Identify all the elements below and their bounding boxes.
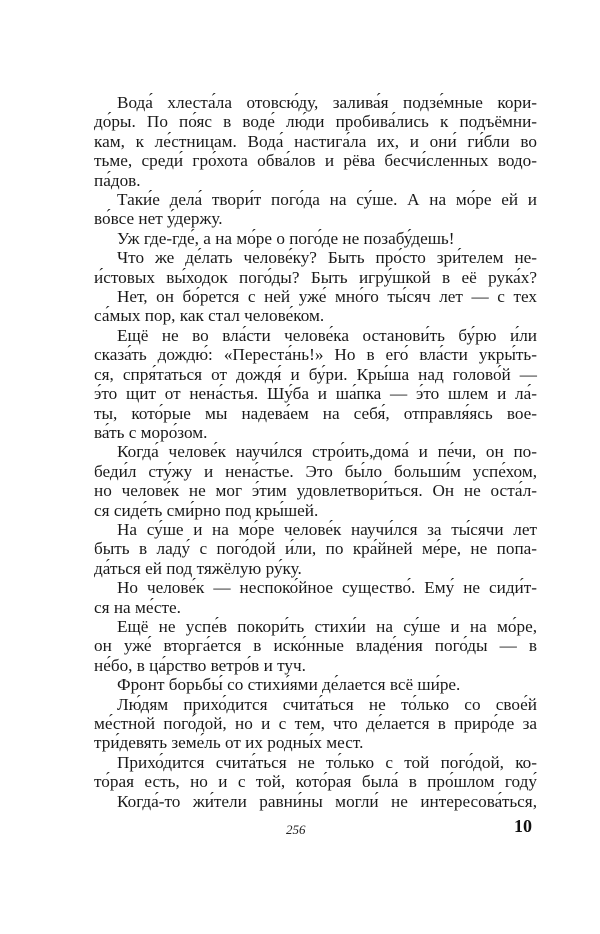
text-line: Лю́дям прихо́дится счита́ться не то́лько со свое́й [117, 694, 537, 714]
text-line: Таки́е дела́ твори́т пого́да на су́ше. А на мо́ре ей и [117, 190, 537, 210]
text-line: беди́л сту́жу и нена́стье. Это бы́ло больши́м успе́хом, [94, 461, 537, 481]
text-line: он уже́ вторга́ется в иско́нные владе́ния пого́ды — в [94, 636, 537, 656]
text-line: Ещё не во вла́сти челове́ка останови́ть бу́рю и́ли [117, 325, 537, 345]
text-line: ся, спря́таться от дождя́ и бу́ри. Кры́ша над голово́й — [94, 364, 537, 384]
text-line: быть в ладу́ с пого́дой и́ли, по кра́йней ме́ре, не попа- [94, 539, 537, 559]
text-line: ся сиде́ть сми́рно под кры́шей. [94, 500, 319, 520]
text-line: три́девять земе́ль от их родны́х мест. [94, 733, 364, 753]
text-line: тьме, среди́ гро́хота обва́лов и рёва бесчи́сленных водо- [94, 151, 537, 171]
body-text [94, 93, 537, 811]
text-line: да́ться ей под тяжёлую ру́ку. [94, 558, 302, 578]
text-line: Когда́ челове́к научи́лся стро́ить,дома́ и пе́чи, он по- [117, 442, 537, 462]
text-line: Вода́ хлеста́ла отовсю́ду, залива́я подзе́мные кори- [117, 93, 537, 112]
text-line: не́бо, в ца́рство ветро́в и туч. [94, 655, 306, 675]
text-line: кам, к ле́стницам. Вода́ настига́ла их, и они́ ги́бли во [94, 131, 537, 151]
text-line: э́то щит от нена́стья. Шу́ба и ша́пка — э́то шлем и ла́- [94, 384, 537, 404]
text-line: Но челове́к — неспоко́йное существо́. Ему́ не сиди́т- [117, 578, 537, 598]
text-line: ся на ме́сте. [94, 597, 181, 617]
text-line: ва́ть с моро́зом. [94, 422, 208, 442]
text-line: са́мых пор, как стал челове́ком. [94, 306, 325, 326]
page-number: 256 [286, 822, 306, 837]
text-line: ме́стной пого́дой, но и с тем, что де́лается в приро́де за [94, 714, 537, 733]
text-line: Уж где-где́, а на мо́ре о пого́де не позабу́дешь! [117, 228, 455, 248]
text-line: Прихо́дится счита́ться не то́лько с той пого́дой, ко- [117, 752, 537, 772]
text-line: во́все нет у́держу. [94, 209, 223, 229]
text-line: па́дов. [94, 170, 141, 190]
text-line: Что же де́лать челове́ку? Быть про́сто зри́телем не- [117, 248, 537, 268]
text-line: но челове́к не мог э́тим удовлетвори́ться. Он не оста́л- [94, 481, 537, 501]
text-line: и́стовых вы́ходок пого́ды? Быть игру́шкой в её рука́х? [94, 267, 537, 287]
text-line: Когда́-то жи́тели равни́ны могли́ не интересова́ться, [117, 791, 537, 811]
text-line: Фронт борьбы́ со стихи́ями де́лается всё ши́ре. [117, 675, 461, 695]
text-line: ты, кото́рые мы надева́ем на себя́, отправля́ясь вое- [94, 403, 537, 423]
signature-mark: 10 [514, 816, 532, 836]
text-line: то́рая есть, но и с той, кото́рая была́ в про́шлом году́ [94, 772, 537, 792]
text-line: Нет, он бо́рется с ней уже́ мно́го ты́сяч лет — с тех [117, 287, 537, 307]
text-line: до́ры. По по́яс в воде́ лю́ди пробива́лись к подъёмни- [94, 112, 537, 132]
text-line: сказа́ть дождю́: «Переста́нь!» Но в его́ вла́сти укры́ть- [94, 345, 537, 365]
text-line: Ещё не успе́в покори́ть стихи́и на су́ше и на мо́ре, [117, 616, 537, 636]
text-line: На су́ше и на мо́ре челове́к научи́лся за ты́сячи лет [117, 519, 537, 539]
